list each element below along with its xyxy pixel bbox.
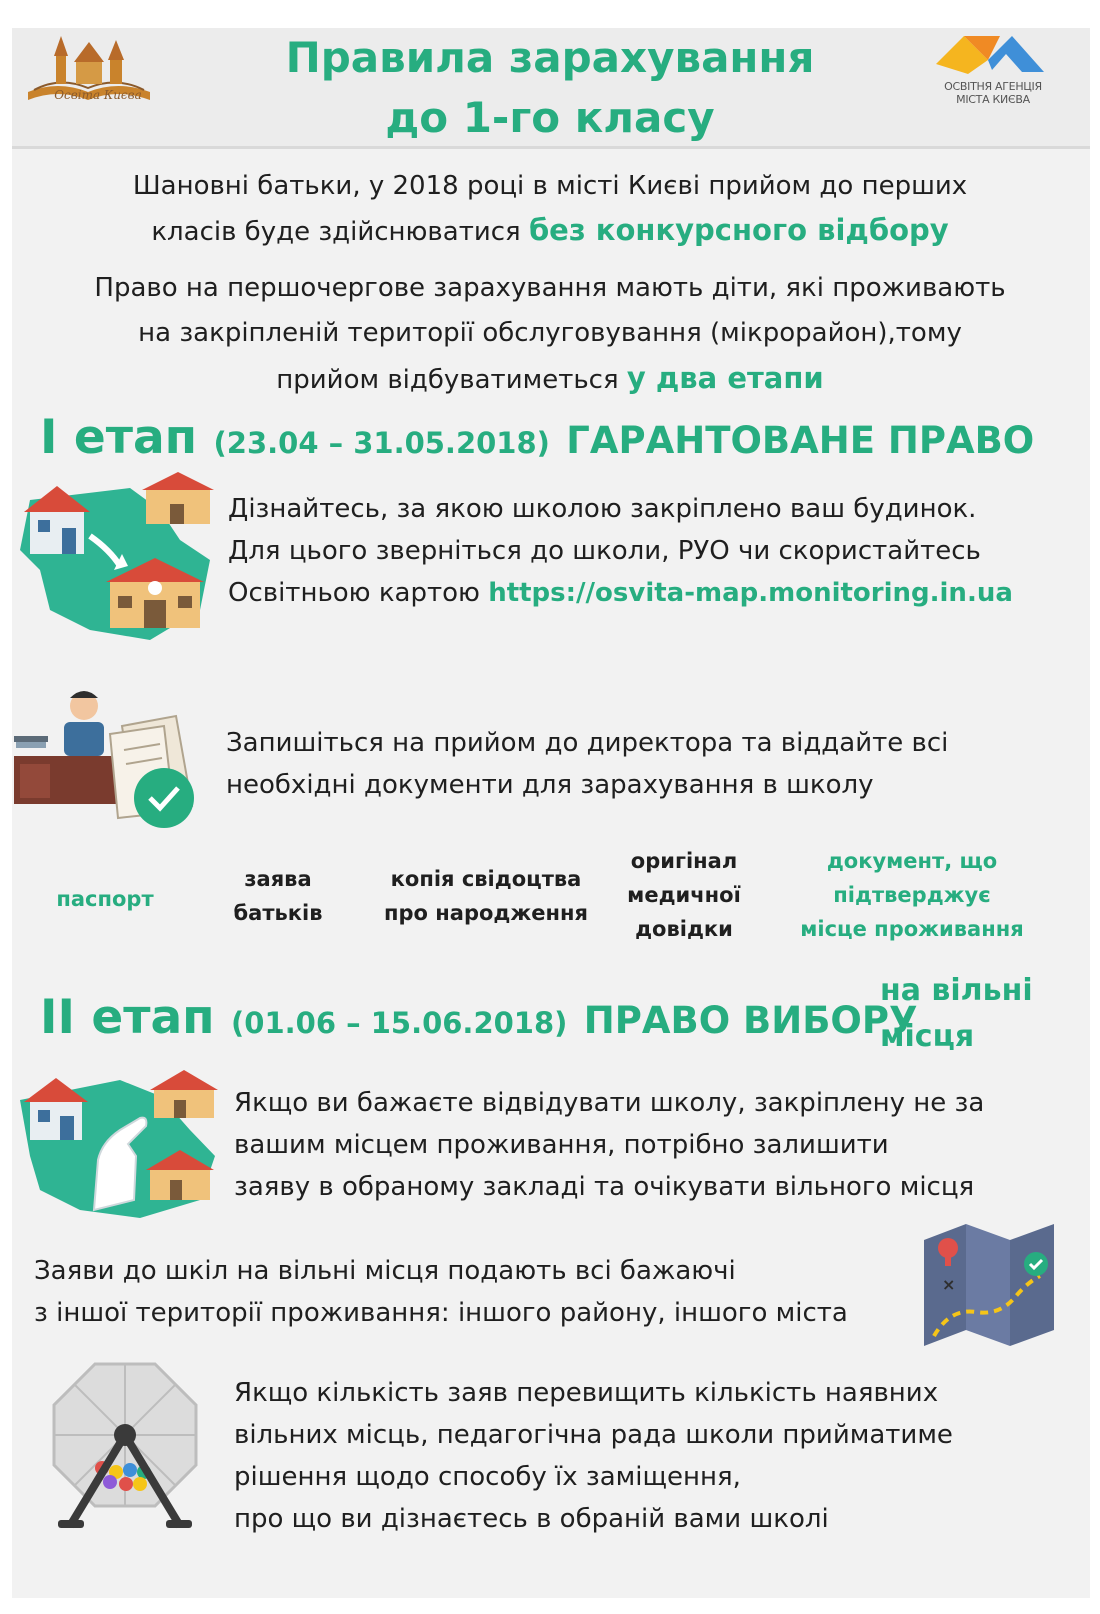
stage-2-step-1-line-2: вашим місцем проживання, потрібно залишити bbox=[234, 1130, 889, 1160]
stage-2-step-3-line-2: вільних місць, педагогічна рада школи прийматиме bbox=[234, 1420, 953, 1450]
stage-1-step-2-line-2: необхідні документи для зарахування в школу bbox=[226, 770, 874, 800]
stage-2-step-1-line-1: Якщо ви бажаєте відвідувати школу, закріплену не за bbox=[234, 1088, 985, 1118]
doc-residence-proof bbox=[782, 844, 1042, 946]
intro-p2-line-3 bbox=[40, 356, 1060, 403]
osvitnia-agentsiia-logo bbox=[930, 30, 1050, 78]
osvita-map-link[interactable]: https://osvita-map.monitoring.in.ua bbox=[488, 578, 1013, 608]
stage-2-label: ІІ етап bbox=[40, 990, 215, 1045]
stage-1-heading bbox=[40, 410, 1034, 465]
doc-passport: паспорт bbox=[56, 887, 154, 911]
stage-2-step-3 bbox=[234, 1372, 1084, 1540]
stage-2-suffix-line-2: місця bbox=[880, 1019, 975, 1054]
intro-p1-line-2-text: класів буде здійснюватися bbox=[151, 217, 521, 247]
lottery-wheel-illustration bbox=[50, 1360, 200, 1540]
stage-2-step-3-line-4: про що ви дізнаєтесь в обраній вами школі bbox=[234, 1504, 829, 1534]
intro-p1-line-2 bbox=[40, 208, 1060, 254]
doc-parent-application-line-2: батьків bbox=[233, 901, 323, 925]
doc-medical-certificate bbox=[606, 844, 762, 946]
intro-p1-highlight: без конкурсного відбору bbox=[528, 213, 949, 247]
logo-right-caption bbox=[918, 80, 1068, 106]
stage-1-step-1-line-3 bbox=[228, 572, 1088, 614]
intro-p2-line-1: Право на першочергове зарахування мають діти, які проживають bbox=[94, 273, 1006, 303]
doc-medical-line-2: медичної bbox=[627, 883, 741, 907]
stage-2-right-suffix bbox=[880, 968, 1033, 1060]
map-house-school-illustration bbox=[10, 470, 220, 650]
stage-1-step-1-line-1: Дізнайтесь, за якою школою закріплено ваш будинок. bbox=[228, 494, 977, 524]
stage-1-dates: (23.04 – 31.05.2018) bbox=[213, 426, 550, 460]
doc-parent-application-line-1: заява bbox=[244, 867, 312, 891]
stage-1-right: ГАРАНТОВАНЕ ПРАВО bbox=[566, 419, 1035, 462]
doc-parent-application bbox=[208, 862, 348, 930]
stage-1-step-2-line-1: Запишіться на прийом до директора та віддайте всі bbox=[226, 728, 949, 758]
director-desk-illustration bbox=[14, 686, 204, 836]
stage-2-step-2-line-2: з іншої території проживання: іншого району, іншого міста bbox=[34, 1298, 848, 1328]
stage-1-label: І етап bbox=[40, 410, 198, 465]
doc-medical-line-1: оригінал bbox=[630, 849, 738, 873]
stage-2-step-1-line-3: заяву в обраному закладі та очікувати вільного місця bbox=[234, 1172, 975, 1202]
doc-birth-certificate-line-2: про народження bbox=[383, 901, 589, 925]
map-hand-choice-illustration bbox=[10, 1060, 225, 1220]
stage-2-right: ПРАВО ВИБОРУ bbox=[583, 999, 918, 1042]
doc-birth-certificate-line-1: копія свідоцтва bbox=[390, 867, 582, 891]
logo-right-caption-line-1: ОСВІТНЯ АГЕНЦІЯ bbox=[944, 80, 1042, 93]
doc-birth-certificate-copy bbox=[370, 862, 602, 930]
intro-p2-highlight: у два етапи bbox=[626, 361, 824, 395]
stage-2-step-3-line-1: Якщо кількість заяв перевищить кількість наявних bbox=[234, 1378, 939, 1408]
stage-2-heading bbox=[40, 990, 918, 1045]
doc-residence-line-1: документ, що bbox=[826, 849, 998, 873]
title-line-1: Правила зарахування bbox=[285, 33, 815, 82]
stage-2-suffix-line-1: на вільні bbox=[880, 973, 1033, 1008]
logo-left-caption: Освіта Києва bbox=[54, 88, 142, 102]
doc-residence-line-3: місце проживання bbox=[800, 917, 1024, 941]
intro-paragraph-1 bbox=[40, 164, 1060, 254]
intro-p1-line-1: Шановні батьки, у 2018 році в місті Києві прийом до перших bbox=[132, 171, 968, 201]
stage-1-step-2 bbox=[226, 722, 1086, 806]
logo-right-caption-line-2: МІСТА КИЄВА bbox=[956, 93, 1030, 106]
intro-p2-line-2: на закріпленій території обслуговування (мікрорайон),тому bbox=[138, 318, 962, 348]
stage-1-step-1 bbox=[228, 488, 1088, 614]
stage-2-step-2 bbox=[34, 1250, 914, 1334]
page-title bbox=[170, 28, 930, 148]
doc-medical-line-3: довідки bbox=[635, 917, 733, 941]
doc-residence-line-2: підтверджує bbox=[833, 883, 991, 907]
stage-2-step-1 bbox=[234, 1082, 1084, 1208]
stage-2-dates: (01.06 – 15.06.2018) bbox=[231, 1006, 568, 1040]
stage-1-step-1-line-2: Для цього зверніться до школи, РУО чи скористайтесь bbox=[228, 536, 981, 566]
stage-2-step-3-line-3: рішення щодо способу їх заміщення, bbox=[234, 1462, 741, 1492]
intro-p2-line-3-text: прийом відбуватиметься bbox=[276, 365, 619, 395]
folded-map-icon bbox=[920, 1218, 1060, 1348]
intro-paragraph-2 bbox=[40, 266, 1060, 403]
stage-1-step-1-line-3-text: Освітньою картою bbox=[228, 578, 480, 608]
title-line-2: до 1-го класу bbox=[385, 93, 715, 142]
stage-2-step-2-line-1: Заяви до шкіл на вільні місця подають всі бажаючі bbox=[34, 1256, 736, 1286]
svg-text:×: × bbox=[942, 1275, 956, 1294]
